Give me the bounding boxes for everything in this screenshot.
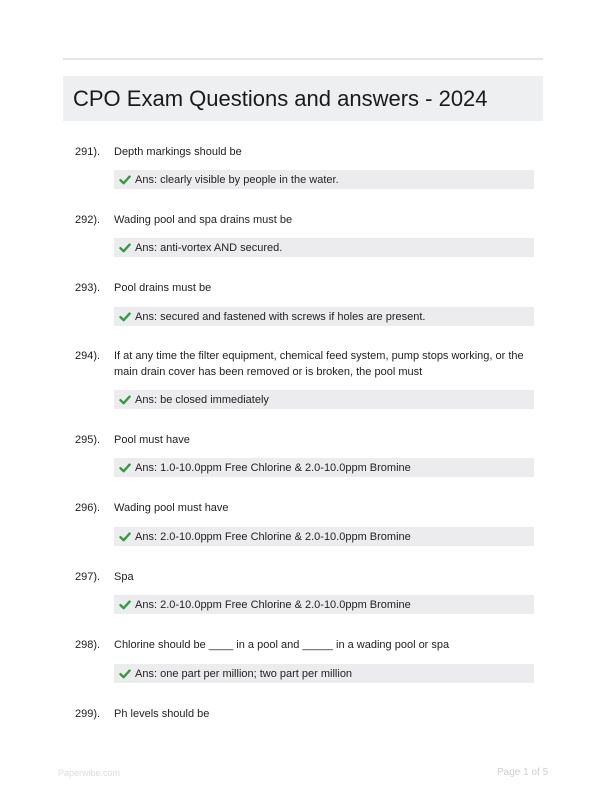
question-text: If at any time the filter equipment, chemical feed system, pump stops working, or the main drain cover has been removed or is broken, the pool must bbox=[114, 350, 524, 378]
question-item bbox=[75, 569, 535, 611]
check-icon bbox=[119, 311, 131, 323]
answer-value: 1.0-10.0ppm Free Chlorine & 2.0-10.0ppm Bromine bbox=[160, 461, 411, 474]
answer-box bbox=[114, 664, 534, 683]
question-text: Spa bbox=[114, 571, 134, 583]
answer-text bbox=[135, 462, 411, 474]
answer-prefix: Ans: bbox=[135, 667, 161, 680]
question-number: 296). bbox=[75, 502, 101, 514]
question-number: 292). bbox=[75, 214, 101, 226]
answer-text bbox=[135, 668, 352, 680]
question-text: Pool drains must be bbox=[114, 282, 212, 294]
answer-prefix: Ans: bbox=[135, 173, 161, 186]
answer-value: secured and fastened with screws if holes are present. bbox=[160, 310, 426, 323]
check-icon bbox=[119, 394, 131, 406]
answer-value: one part per million; two part per million bbox=[160, 667, 353, 680]
question-item bbox=[75, 144, 535, 186]
answer-value: be closed immediately bbox=[160, 393, 269, 406]
question-number: 293). bbox=[75, 282, 101, 294]
check-icon bbox=[119, 668, 131, 680]
question-item bbox=[75, 280, 535, 323]
question-text: Depth markings should be bbox=[114, 146, 242, 158]
answer-box bbox=[114, 307, 534, 326]
answer-box bbox=[114, 390, 534, 409]
question-number: 298). bbox=[75, 639, 101, 651]
page-number: Page 1 of 5 bbox=[497, 767, 549, 778]
question-item bbox=[75, 348, 535, 406]
answer-prefix: Ans: bbox=[135, 461, 161, 474]
answer-prefix: Ans: bbox=[135, 530, 161, 543]
answer-text bbox=[135, 242, 282, 254]
check-icon bbox=[119, 242, 131, 254]
question-item bbox=[75, 432, 535, 474]
answer-prefix: Ans: bbox=[135, 241, 161, 254]
question-text: Wading pool must have bbox=[114, 502, 229, 514]
check-icon bbox=[119, 462, 131, 474]
question-item bbox=[75, 212, 535, 254]
answer-box bbox=[114, 527, 534, 546]
answer-box bbox=[114, 170, 534, 189]
question-text: Ph levels should be bbox=[114, 708, 210, 720]
footer-site: Paperwibe.com bbox=[58, 768, 121, 778]
answer-text bbox=[135, 394, 269, 406]
answer-text bbox=[135, 599, 411, 611]
answer-value: 2.0-10.0ppm Free Chlorine & 2.0-10.0ppm Bromine bbox=[160, 530, 411, 543]
answer-value: 2.0-10.0ppm Free Chlorine & 2.0-10.0ppm Bromine bbox=[160, 598, 411, 611]
question-item bbox=[75, 706, 535, 724]
answer-value: clearly visible by people in the water. bbox=[160, 173, 339, 186]
page-title: CPO Exam Questions and answers - 2024 bbox=[73, 85, 488, 111]
question-item bbox=[75, 500, 535, 543]
answer-box bbox=[114, 595, 534, 614]
question-item bbox=[75, 637, 535, 680]
answer-text bbox=[135, 531, 411, 543]
question-number: 291). bbox=[75, 146, 101, 158]
check-icon bbox=[119, 599, 131, 611]
check-icon bbox=[119, 531, 131, 543]
question-number: 299). bbox=[75, 708, 101, 720]
question-number: 294). bbox=[75, 350, 101, 362]
answer-prefix: Ans: bbox=[135, 393, 161, 406]
top-divider bbox=[63, 58, 543, 60]
title-banner bbox=[63, 76, 543, 121]
answer-box bbox=[114, 238, 534, 257]
answer-prefix: Ans: bbox=[135, 310, 161, 323]
question-text: Chlorine should be ____ in a pool and _____ in a wading pool or spa bbox=[114, 639, 450, 651]
answer-prefix: Ans: bbox=[135, 598, 161, 611]
answer-value: anti-vortex AND secured. bbox=[160, 241, 283, 254]
question-number: 295). bbox=[75, 434, 101, 446]
answer-text bbox=[135, 311, 425, 323]
check-icon bbox=[119, 174, 131, 186]
question-text: Wading pool and spa drains must be bbox=[114, 214, 293, 226]
answer-text bbox=[135, 174, 339, 186]
question-number: 297). bbox=[75, 571, 101, 583]
answer-box bbox=[114, 458, 534, 477]
question-text: Pool must have bbox=[114, 434, 190, 446]
